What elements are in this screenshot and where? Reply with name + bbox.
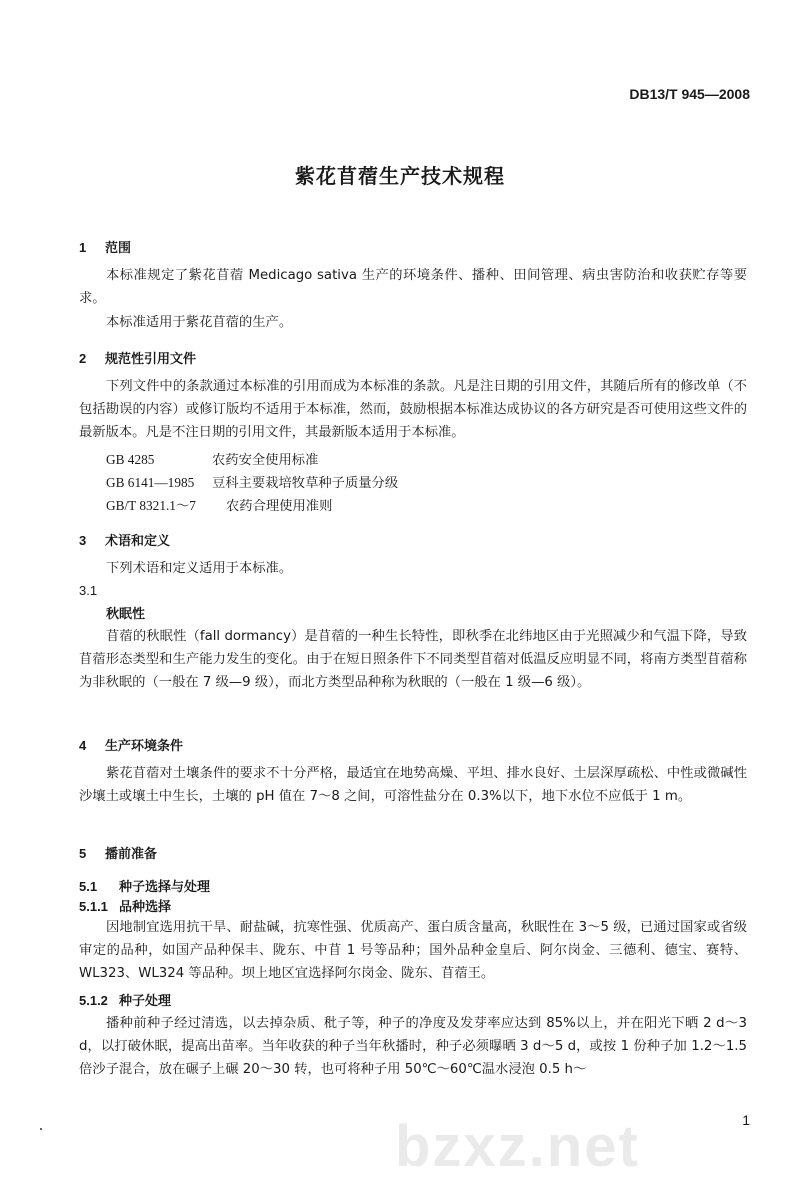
section-number: 5.1.2 xyxy=(79,993,108,1008)
section-5-1-1-paragraph: 因地制宜选用抗干旱、耐盐碱，抗寒性强、优质高产、蛋白质含量高，秋眠性在 3～5 级，已通过国家或省级审定的品种，如国产品种保丰、陇东、中苜 1 号等品种；国外品种金皇后、阿尔岗金、三德利、德宝、赛特、WL323、WL324 等品种。坝上地区宜选择阿尔岗金、陇东、苜蓿王。 xyxy=(79,920,747,981)
reference-item xyxy=(106,472,398,491)
section-2-heading xyxy=(79,348,196,367)
reference-title: 农药合理使用准则 xyxy=(226,499,333,514)
section-title: 品种选择 xyxy=(119,900,172,915)
page-title: 紫花苜蓿生产技术规程 xyxy=(295,164,505,188)
reference-item xyxy=(106,495,332,514)
section-2-paragraph-1: 下列文件中的条款通过本标准的引用而成为本标准的条款。凡是注日期的引用文件，其随后所有的修改单（不包括勘误的内容）或修订版均不适用于本标准，然而，鼓励根据本标准达成协议的各方研究是否可使用这些文件的最新版本。凡是不注日期的引用文件，其最新版本适用于本标准。 xyxy=(79,379,747,440)
section-5-1-2-heading xyxy=(79,990,171,1009)
section-title: 规范性引用文件 xyxy=(105,352,197,367)
reference-code: GB 4285 xyxy=(106,452,155,467)
page-number: 1 xyxy=(742,1112,750,1128)
section-1-heading xyxy=(79,237,131,256)
section-title: 生产环境条件 xyxy=(105,739,184,754)
section-1-paragraph-1: 本标准规定了紫花苜蓿 Medicago sativa 生产的环境条件、播种、田间管理、病虫害防治和收获贮存等要求。 xyxy=(79,268,747,306)
section-title: 播前准备 xyxy=(105,847,158,862)
term-number: 3.1 xyxy=(79,583,98,598)
section-1-paragraph-2: 本标准适用于紫花苜蓿的生产。 xyxy=(106,315,293,330)
reference-title: 农药安全使用标准 xyxy=(212,453,319,468)
section-5-1-1-heading xyxy=(79,896,171,915)
section-number: 3 xyxy=(79,533,87,548)
watermark: bzxz.net xyxy=(395,1114,640,1179)
section-4-heading xyxy=(79,735,183,754)
term-name: 秋眠性 xyxy=(106,607,146,622)
section-number: 1 xyxy=(79,240,87,255)
section-number: 5 xyxy=(79,846,87,861)
section-title: 种子处理 xyxy=(119,994,172,1009)
section-4-paragraph-1: 紫花苜蓿对土壤条件的要求不十分严格，最适宜在地势高燥、平坦、排水良好、土层深厚疏松、中性或微碱性沙壤土或壤土中生长，土壤的 pH 值在 7～8 之间，可溶性盐分在 0.3%以下，地下水位不应低于 1 m。 xyxy=(79,766,747,804)
section-title: 范围 xyxy=(105,241,132,256)
scan-speck xyxy=(40,1128,42,1130)
reference-title: 豆科主要栽培牧草种子质量分级 xyxy=(212,476,399,491)
section-5-1-2-paragraph: 播种前种子经过清选，以去掉杂质、秕子等，种子的净度及发芽率应达到 85%以上，并在阳光下晒 2 d～3 d，以打破休眠，提高出苗率。当年收获的种子当年秋播时，种子必须曝晒 3 d～5 d，或按 1 份种子加 1.2～1.5 倍沙子混合，放在碾子上碾 20～30 转，也可将种子用 50℃～60℃温水浸泡 0.5 h～ xyxy=(79,1016,747,1077)
reference-code: GB/T 8321.1～7 xyxy=(106,498,196,513)
section-3-paragraph-1: 下列术语和定义适用于本标准。 xyxy=(106,561,293,576)
standard-code: DB13/T 945—2008 xyxy=(629,86,750,102)
section-3-heading xyxy=(79,530,170,549)
section-number: 5.1.1 xyxy=(79,899,108,914)
reference-item xyxy=(106,449,318,468)
section-title: 术语和定义 xyxy=(105,534,171,549)
section-5-1-heading xyxy=(79,876,210,895)
term-definition: 苜蓿的秋眠性（fall dormancy）是苜蓿的一种生长特性，即秋季在北纬地区由于光照减少和气温下降，导致苜蓿形态类型和生产能力发生的变化。由于在短日照条件下不同类型苜蓿对低温反应明显不同，将南方类型苜蓿称为非秋眠的（一般在 7 级—9 级），而北方类型品种称为秋眠的（一般在 1 级—6 级）。 xyxy=(79,629,747,690)
section-number: 5.1 xyxy=(79,879,98,894)
section-number: 2 xyxy=(79,351,87,366)
reference-code: GB 6141—1985 xyxy=(106,475,195,490)
section-5-heading xyxy=(79,843,157,862)
section-title: 种子选择与处理 xyxy=(119,880,211,895)
section-number: 4 xyxy=(79,738,87,753)
